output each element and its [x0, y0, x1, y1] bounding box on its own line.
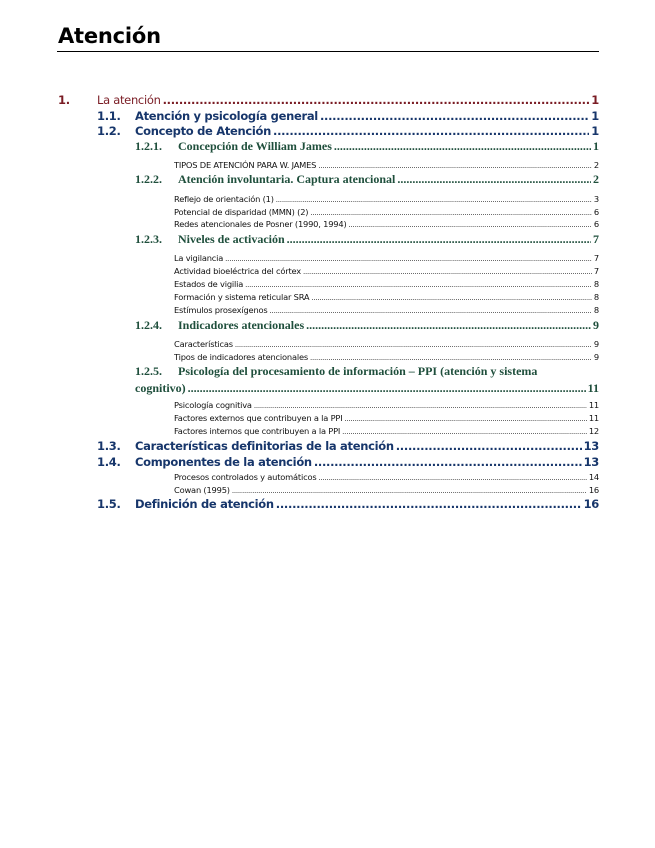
toc-subentry[interactable]: [174, 472, 599, 482]
toc-entry-1-1[interactable]: [97, 109, 599, 123]
toc-subentry[interactable]: [174, 339, 599, 349]
toc-label: Procesos controlados y automáticos: [174, 472, 317, 482]
dot-leader: [396, 439, 582, 453]
dot-leader: [314, 455, 582, 469]
toc-subentry[interactable]: [174, 279, 599, 289]
dot-leader: [287, 232, 591, 247]
toc-page: 12: [588, 426, 599, 436]
dot-leader: [334, 139, 591, 154]
toc-number: 1.2.4.: [135, 318, 162, 332]
toc-page: 9: [593, 318, 599, 332]
toc-page: 16: [583, 497, 599, 511]
dot-leader: [163, 93, 590, 107]
dot-leader: [270, 307, 592, 315]
dot-leader: [344, 415, 586, 423]
toc-number: 1.4.: [97, 455, 121, 469]
toc-entry-1-2-4[interactable]: [135, 318, 599, 333]
toc-subentry[interactable]: [174, 305, 599, 315]
toc-page: 7: [593, 232, 599, 246]
dot-leader: [235, 341, 592, 349]
toc-label: TIPOS DE ATENCIÓN PARA W. JAMES: [174, 160, 317, 170]
toc-label: La atención: [97, 93, 161, 107]
dot-leader: [232, 487, 587, 495]
toc-page: 13: [583, 439, 599, 453]
toc-label: Estados de vigilia: [174, 279, 244, 289]
toc-subentry[interactable]: [174, 485, 599, 495]
toc-page: 8: [593, 305, 599, 315]
toc-subentry[interactable]: [174, 194, 599, 204]
dot-leader: [310, 354, 592, 362]
dot-leader: [276, 497, 582, 511]
toc-label: Cowan (1995): [174, 485, 230, 495]
dot-leader: [349, 221, 592, 229]
dot-leader: [254, 402, 587, 410]
toc-entry-1[interactable]: [58, 93, 599, 107]
toc-subentry[interactable]: [174, 352, 599, 362]
dot-leader: [320, 109, 589, 123]
toc-page: 2: [593, 172, 599, 186]
toc-page: 6: [593, 219, 599, 229]
toc-label: Formación y sistema reticular SRA: [174, 292, 310, 302]
toc-label: Componentes de la atención: [135, 455, 312, 469]
toc-subentry[interactable]: [174, 400, 599, 410]
toc-page: 16: [588, 485, 599, 495]
toc-label: Factores externos que contribuyen a la PPI: [174, 413, 343, 423]
toc-page: 2: [593, 160, 599, 170]
toc-subentry[interactable]: [174, 207, 599, 217]
toc-number: 1.3.: [97, 439, 121, 453]
toc-label: Niveles de activación: [178, 232, 285, 246]
toc-label: Tipos de indicadores atencionales: [174, 352, 308, 362]
toc-page: 8: [593, 292, 599, 302]
toc-label: Características: [174, 339, 233, 349]
dot-leader: [303, 268, 592, 276]
toc-label: Reflejo de orientación (1): [174, 194, 274, 204]
dot-leader: [245, 281, 592, 289]
toc-page: 7: [593, 266, 599, 276]
toc-label: Definición de atención: [135, 497, 274, 511]
toc-subentry[interactable]: [174, 160, 599, 170]
toc-page: 8: [593, 279, 599, 289]
toc-number: 1.1.: [97, 109, 121, 123]
toc-entry-1-5[interactable]: [97, 497, 599, 511]
toc-page: 14: [588, 472, 599, 482]
toc-number: 1.: [58, 93, 70, 107]
toc-label: Actividad bioeléctrica del córtex: [174, 266, 301, 276]
dot-leader: [188, 381, 586, 396]
toc-subentry[interactable]: [174, 253, 599, 263]
toc-entry-1-2-1[interactable]: [135, 139, 599, 154]
toc-page: 7: [593, 253, 599, 263]
toc-page: 11: [588, 413, 599, 423]
toc-page: 1: [591, 109, 599, 123]
dot-leader: [276, 196, 592, 204]
dot-leader: [342, 428, 587, 436]
toc-number: 1.5.: [97, 497, 121, 511]
toc-label: Potencial de disparidad (MMN) (2): [174, 207, 309, 217]
toc-entry-1-3[interactable]: [97, 439, 599, 453]
toc-label: Características definitorias de la atención: [135, 439, 394, 453]
toc-page: 1: [591, 124, 599, 138]
toc-number: 1.2.5.: [135, 364, 162, 378]
toc-label: Concepción de William James: [178, 139, 332, 153]
toc-label: Concepto de Atención: [135, 124, 272, 138]
toc-label: Atención y psicología general: [135, 109, 318, 123]
toc-subentry[interactable]: [174, 413, 599, 423]
toc-page: 6: [593, 207, 599, 217]
toc-page: 9: [593, 339, 599, 349]
toc-label: Factores internos que contribuyen a la PPI: [174, 426, 341, 436]
dot-leader: [306, 318, 591, 333]
dot-leader: [318, 474, 586, 482]
toc-label: Redes atencionales de Posner (1990, 1994): [174, 219, 347, 229]
page-title: Atención: [58, 24, 161, 48]
toc-entry-1-4[interactable]: [97, 455, 599, 469]
toc-subentry[interactable]: [174, 292, 599, 302]
dot-leader: [318, 162, 592, 170]
toc-entry-1-2[interactable]: [97, 124, 599, 138]
toc-page: 1: [593, 139, 599, 153]
dot-leader: [273, 124, 589, 138]
toc-label: Psicología del procesamiento de información – PPI (atención y sistema: [178, 364, 538, 378]
toc-label: Atención involuntaria. Captura atencional: [178, 172, 396, 186]
toc-subentry[interactable]: [174, 219, 599, 229]
toc-page: 11: [587, 381, 599, 395]
toc-number: 1.2.1.: [135, 139, 162, 153]
toc-label: Estímulos prosexígenos: [174, 305, 268, 315]
dot-leader: [225, 255, 592, 263]
toc-page: 13: [583, 455, 599, 469]
toc-entry-1-2-3[interactable]: [135, 232, 599, 247]
dot-leader: [397, 172, 591, 187]
toc-page: 1: [591, 93, 599, 107]
toc-subentry[interactable]: [174, 266, 599, 276]
toc-entry-1-2-2[interactable]: [135, 172, 599, 187]
toc-page: 9: [593, 352, 599, 362]
toc-label: Psicología cognitiva: [174, 400, 252, 410]
toc-subentry[interactable]: [174, 426, 599, 436]
toc-label: Indicadores atencionales: [178, 318, 305, 332]
toc-number: 1.2.: [97, 124, 121, 138]
toc-label-continued: cognitivo): [135, 381, 186, 395]
toc-page: 11: [588, 400, 599, 410]
toc-number: 1.2.2.: [135, 172, 162, 186]
dot-leader: [310, 209, 592, 217]
toc-page: 3: [593, 194, 599, 204]
dot-leader: [311, 294, 592, 302]
toc-number: 1.2.3.: [135, 232, 162, 246]
toc-label: La vigilancia: [174, 253, 224, 263]
toc-entry-1-2-5[interactable]: [135, 364, 599, 396]
